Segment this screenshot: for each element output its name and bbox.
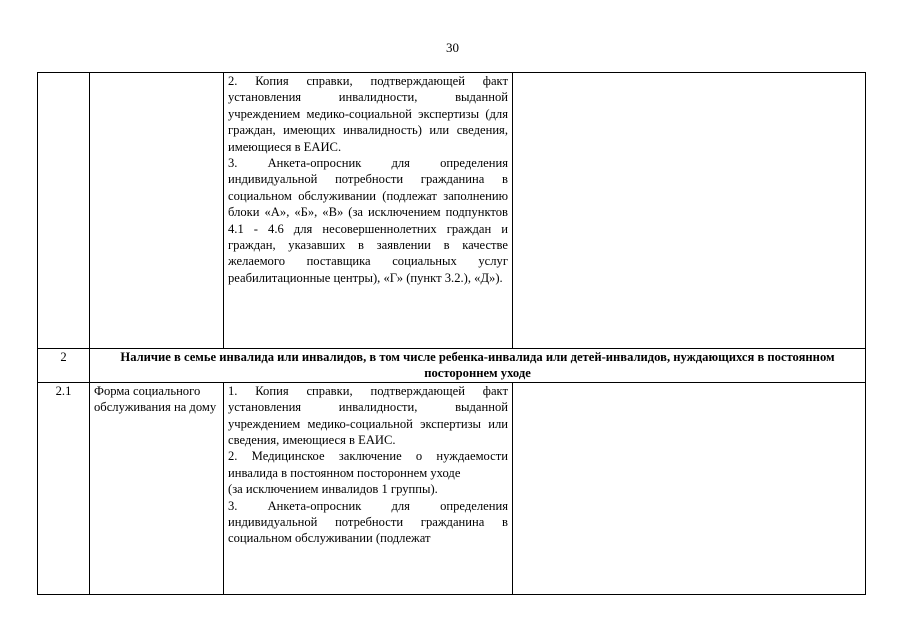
table-row-continuation bbox=[38, 73, 866, 349]
row-number: 2.1 bbox=[38, 382, 90, 594]
section-number: 2 bbox=[38, 349, 90, 383]
page-number: 30 bbox=[446, 40, 459, 55]
document-item: 2. Медицинское заключение о нуждаемости инвалида в постоянном постороннем уходе bbox=[228, 449, 508, 480]
section-title: Наличие в семье инвалида или инвалидов, в том числе ребенка-инвалида или детей-инвалидов, нуждающихся в постоянном постороннем уходе bbox=[90, 349, 866, 383]
documents-cell bbox=[224, 382, 513, 594]
table-row-2-1 bbox=[38, 382, 866, 594]
document-item: 2. Копия справки, подтверждающей факт установления инвалидности, выданной учреждением медико-социальной экспертизы (для граждан, имеющих инвалидность) или сведения, имеющиеся в ЕАИС. bbox=[228, 74, 508, 154]
document-table bbox=[37, 72, 866, 595]
service-form-cell bbox=[90, 73, 224, 349]
extra-cell bbox=[513, 382, 866, 594]
service-form-cell: Форма социального обслуживания на дому bbox=[90, 382, 224, 594]
document-item: 3. Анкета-опросник для определения индивидуальной потребности гражданина в социальном обслуживании (подлежат заполнению блоки «А», «Б», «В» (за исключением подпунктов 4.1 - 4.6 для несовершеннолетних граждан и граждан, указавших в заявлении в качестве желаемого поставщика социальных услуг реабилитационные центры), «Г» (пункт 3.2.), «Д»). bbox=[228, 156, 508, 285]
documents-cell bbox=[224, 73, 513, 349]
extra-cell bbox=[513, 73, 866, 349]
document-item: 1. Копия справки, подтверждающей факт установления инвалидности, выданной учреждением медико-социальной экспертизы или сведения, имеющиеся в ЕАИС. bbox=[228, 383, 508, 448]
section-header-row bbox=[38, 349, 866, 383]
row-number bbox=[38, 73, 90, 349]
document-item: 3. Анкета-опросник для определения индивидуальной потребности гражданина в социальном обслуживании (подлежат bbox=[228, 498, 508, 546]
document-item: (за исключением инвалидов 1 группы). bbox=[228, 482, 438, 497]
